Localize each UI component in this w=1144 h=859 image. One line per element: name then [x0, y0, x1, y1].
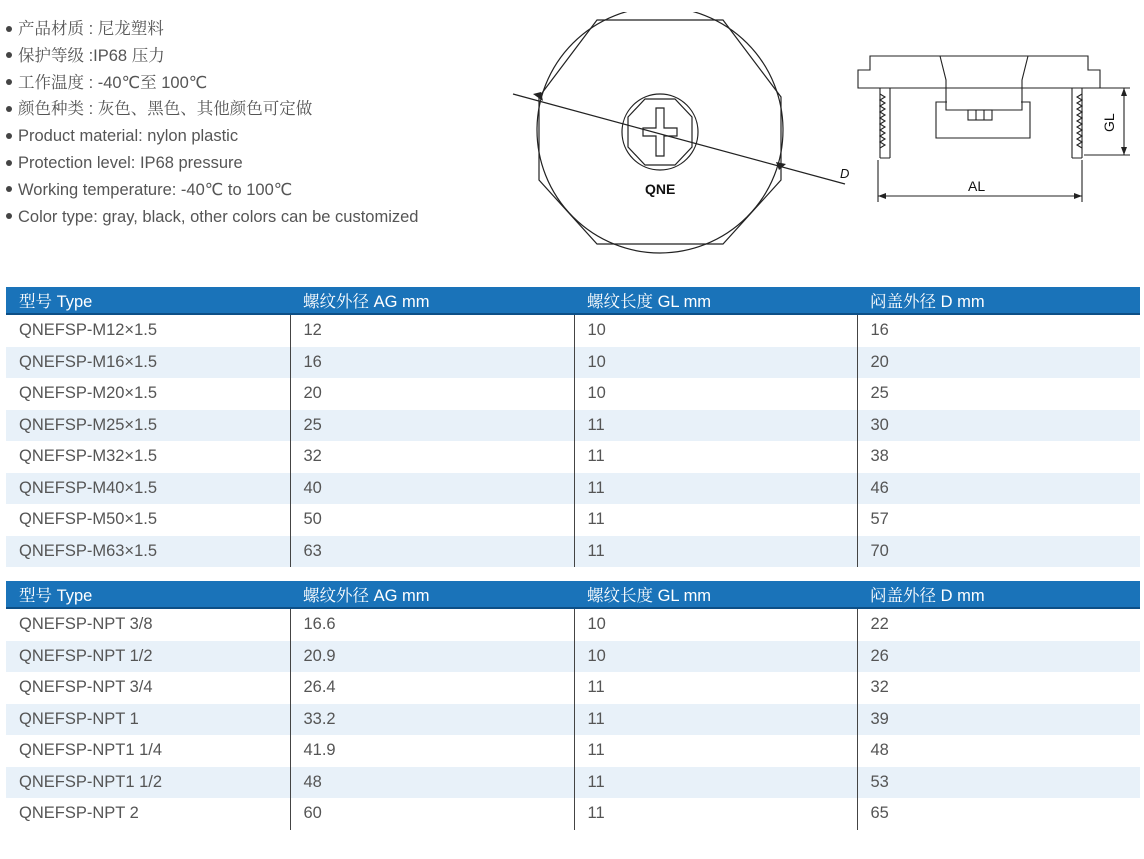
spec-item	[6, 96, 418, 123]
bullet-icon	[6, 26, 12, 32]
table-row	[6, 314, 1140, 347]
d-cell: 25	[857, 378, 1140, 410]
bullet-icon	[6, 106, 12, 112]
ag-cell: 32	[290, 441, 574, 473]
spec-item	[6, 70, 418, 97]
ag-cell: 20.9	[290, 641, 574, 673]
ag-cell: 20	[290, 378, 574, 410]
table-row	[6, 735, 1140, 767]
ag-cell: 50	[290, 504, 574, 536]
table-header-row	[6, 581, 1140, 608]
spec-item	[6, 43, 418, 70]
d-cell: 39	[857, 704, 1140, 736]
spec-text: Working temperature: -40℃ to 100℃	[18, 180, 293, 199]
d-cell: 30	[857, 410, 1140, 442]
spec-text: Color type: gray, black, other colors can be customized	[18, 207, 419, 226]
arrow-icon	[1121, 88, 1127, 96]
arrow-icon	[1121, 147, 1127, 155]
spec-text: Protection level: IP68 pressure	[18, 153, 243, 172]
spec-item	[6, 150, 418, 177]
gl-cell: 10	[574, 314, 857, 347]
length-label: AL	[968, 178, 986, 194]
type-cell: QNEFSP-NPT 1/2	[6, 641, 290, 673]
ag-cell: 25	[290, 410, 574, 442]
gl-cell: 11	[574, 536, 857, 568]
gl-cell: 11	[574, 504, 857, 536]
type-cell: QNEFSP-M12×1.5	[19, 321, 158, 340]
table-row	[6, 410, 1140, 442]
column-header-ag: 螺纹外径 AG mm	[290, 581, 574, 608]
gl-cell: 11	[574, 767, 857, 799]
inner-hex	[628, 99, 692, 165]
diameter-line	[513, 94, 845, 184]
type-cell: QNEFSP-NPT1 1/4	[19, 741, 163, 760]
cap-head	[858, 56, 1100, 88]
column-header-d: 闷盖外径 D mm	[857, 581, 1140, 608]
d-cell: 46	[857, 473, 1140, 505]
slot-icon	[643, 108, 677, 156]
gl-cell: 11	[574, 798, 857, 830]
bullet-icon	[6, 186, 12, 192]
type-cell: QNEFSP-M20×1.5	[19, 384, 158, 403]
d-cell: 57	[857, 504, 1140, 536]
column-header-gl: 螺纹长度 GL mm	[574, 287, 857, 314]
table-row	[6, 536, 1140, 568]
right-thread	[1077, 94, 1082, 148]
ag-cell: 12	[290, 314, 574, 347]
spec-item	[6, 177, 418, 204]
ag-cell: 33.2	[290, 704, 574, 736]
table-row	[6, 767, 1140, 799]
type-cell: QNEFSP-M32×1.5	[19, 447, 158, 466]
gl-cell: 11	[574, 735, 857, 767]
table-row	[6, 473, 1140, 505]
type-cell: QNEFSP-NPT 3/8	[19, 615, 153, 634]
spec-text: Product material: nylon plastic	[18, 127, 239, 146]
column-header-gl: 螺纹长度 GL mm	[574, 581, 857, 608]
bullet-icon	[6, 160, 12, 166]
table-row	[6, 798, 1140, 830]
type-cell: QNEFSP-M40×1.5	[6, 473, 290, 505]
hex-outline	[539, 20, 781, 244]
ag-cell: 16.6	[290, 608, 574, 641]
spec-text: 保护等级 :IP68 压力	[18, 46, 165, 65]
table-row	[6, 378, 1140, 410]
gl-cell: 10	[574, 608, 857, 641]
gl-cell: 11	[574, 441, 857, 473]
d-cell: 48	[857, 735, 1140, 767]
ag-cell: 48	[290, 767, 574, 799]
metric-spec-table	[6, 287, 1140, 567]
bullet-icon	[6, 133, 12, 139]
table-row	[6, 504, 1140, 536]
d-cell: 32	[857, 672, 1140, 704]
diameter-label: D	[840, 166, 850, 181]
spec-item	[6, 204, 418, 231]
bullet-icon	[6, 213, 12, 219]
d-cell: 70	[857, 536, 1140, 568]
bullet-icon	[6, 79, 12, 85]
d-cell: 53	[857, 767, 1140, 799]
table-row	[6, 704, 1140, 736]
top-view-label: QNE	[645, 181, 676, 197]
table-header-row	[6, 287, 1140, 314]
ag-cell: 40	[290, 473, 574, 505]
top-view-drawing	[505, 12, 855, 257]
table-row	[6, 608, 1140, 641]
gl-cell: 11	[574, 672, 857, 704]
side-view-drawing	[852, 40, 1142, 220]
d-cell: 20	[857, 347, 1140, 379]
spec-text: 工作温度 : -40℃至 100℃	[18, 73, 208, 92]
column-header-ag: 螺纹外径 AG mm	[290, 287, 574, 314]
ag-cell: 63	[290, 536, 574, 568]
slot-block	[968, 110, 992, 120]
center-boss	[622, 94, 698, 170]
spec-list	[6, 16, 418, 230]
arrow-icon	[1074, 193, 1082, 199]
d-cell: 22	[857, 608, 1140, 641]
type-cell: QNEFSP-NPT1 1/2	[6, 767, 290, 799]
d-cell: 65	[857, 798, 1140, 830]
column-header-d: 闷盖外径 D mm	[857, 287, 1140, 314]
d-cell: 26	[857, 641, 1140, 673]
table-row	[6, 672, 1140, 704]
type-cell: QNEFSP-M50×1.5	[19, 510, 158, 529]
gl-cell: 11	[574, 704, 857, 736]
gl-cell: 10	[574, 378, 857, 410]
spec-text: 颜色种类 : 灰色、黑色、其他颜色可定做	[18, 100, 313, 119]
type-cell: QNEFSP-NPT 2	[19, 804, 139, 823]
arrow-icon	[878, 193, 886, 199]
ag-cell: 60	[290, 798, 574, 830]
ag-cell: 16	[290, 347, 574, 379]
type-cell: QNEFSP-M63×1.5	[6, 536, 290, 568]
type-cell: QNEFSP-NPT 1	[6, 704, 290, 736]
type-cell: QNEFSP-M25×1.5	[6, 410, 290, 442]
spec-item	[6, 16, 418, 43]
type-cell: QNEFSP-M16×1.5	[6, 347, 290, 379]
ag-cell: 26.4	[290, 672, 574, 704]
thread-label: GL	[1101, 113, 1117, 132]
d-cell: 38	[857, 441, 1140, 473]
spec-item	[6, 123, 418, 150]
table-row	[6, 441, 1140, 473]
gl-cell: 11	[574, 410, 857, 442]
column-header-type: 型号 Type	[6, 287, 290, 314]
bullet-icon	[6, 52, 12, 58]
type-cell: QNEFSP-NPT 3/4	[19, 678, 153, 697]
column-header-type: 型号 Type	[6, 581, 290, 608]
spec-text: 产品材质 : 尼龙塑料	[18, 20, 164, 38]
cap-outline	[537, 12, 783, 253]
npt-spec-table	[6, 581, 1140, 830]
cap-recess	[940, 56, 1028, 110]
table-row	[6, 641, 1140, 673]
gl-cell: 10	[574, 641, 857, 673]
gl-cell: 11	[574, 473, 857, 505]
d-cell: 16	[857, 314, 1140, 347]
left-thread	[880, 94, 885, 148]
table-row	[6, 347, 1140, 379]
gl-cell: 10	[574, 347, 857, 379]
ag-cell: 41.9	[290, 735, 574, 767]
